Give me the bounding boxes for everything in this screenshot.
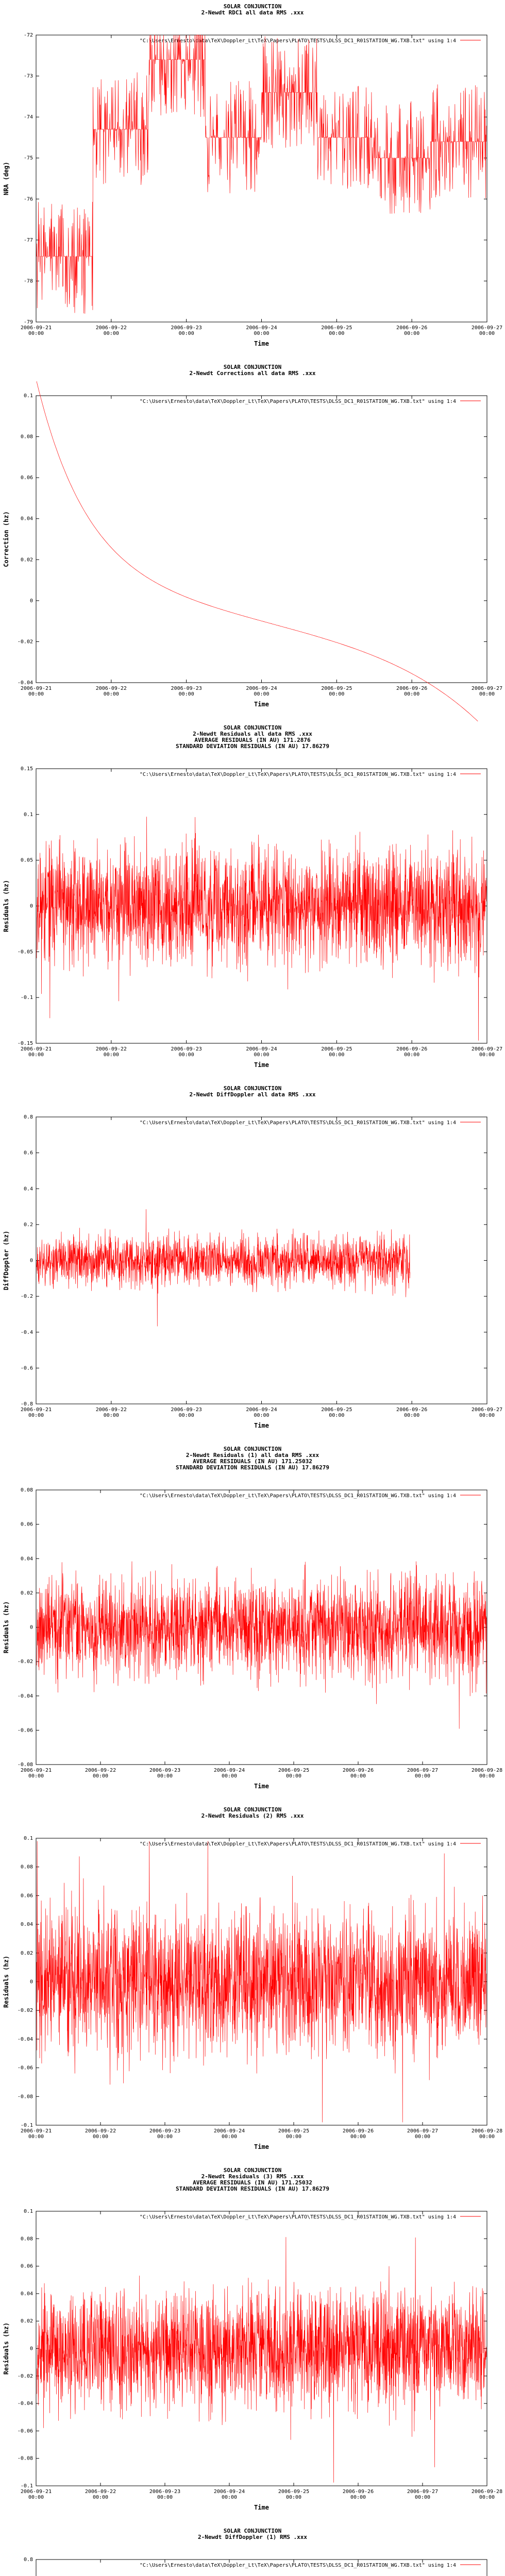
y-tick-label: -0.08 xyxy=(17,2455,33,2462)
y-tick-label: 0.08 xyxy=(20,1487,33,1493)
y-tick-label: -0.15 xyxy=(17,1041,33,1046)
y-tick-label: -0.02 xyxy=(17,2373,33,2379)
x-tick-label: 2006-09-23 00:00 xyxy=(171,1407,202,1418)
y-tick-label: 0.05 xyxy=(20,857,33,863)
y-tick-label: -0.02 xyxy=(17,2008,33,2014)
y-tick-label: -76 xyxy=(23,196,33,202)
y-tick-label: 0.04 xyxy=(20,2291,33,2297)
y-tick-label: 0.4 xyxy=(23,1186,33,1192)
x-axis-label: Time xyxy=(254,701,269,708)
y-tick-label: -0.1 xyxy=(20,995,33,1001)
x-tick-label: 2006-09-27 00:00 xyxy=(407,1768,439,1779)
y-tick-label: -0.6 xyxy=(20,1365,33,1371)
chart-panel-3 xyxy=(0,721,505,1082)
y-tick-label: 0.02 xyxy=(20,2318,33,2325)
x-axis-label: Time xyxy=(254,1783,269,1790)
y-tick-label: -0.08 xyxy=(17,1762,33,1768)
x-tick-label: 2006-09-24 00:00 xyxy=(213,2489,245,2500)
legend-entry: "C:\Users\Ernesto\data\TeX\Doppler_Lt\TeX\Papers\PLATO\TESTS\DLSS_DC1_R01STATION_WG.TXB.txt" using 1:4 xyxy=(139,2214,456,2220)
chart-title-line: SOLAR CONJUNCTION xyxy=(223,364,282,370)
x-tick-label: 2006-09-28 00:00 xyxy=(471,2128,503,2140)
y-tick-label: 0 xyxy=(29,2346,33,2352)
chart-title-line: 2-Newdt Residuals all data RMS .xxx xyxy=(193,731,312,737)
x-tick-label: 2006-09-24 00:00 xyxy=(246,1407,277,1418)
chart-title-line: 2-Newdt Residuals (3) RMS .xxx xyxy=(201,2173,304,2180)
chart-title-line: STANDARD DEVIATION RESIDUALS (IN AU) 17.86279 xyxy=(175,1464,330,1471)
x-tick-label: 2006-09-25 00:00 xyxy=(321,325,352,336)
x-axis-label: Time xyxy=(254,2504,269,2511)
y-tick-label: 0 xyxy=(29,1624,33,1631)
chart-title-line: SOLAR CONJUNCTION xyxy=(223,2167,282,2174)
chart-title-line: 2-Newdt Residuals (1) all data RMS .xxx xyxy=(186,1452,319,1459)
chart-panel-7 xyxy=(0,2164,505,2524)
y-tick-label: -73 xyxy=(23,73,33,79)
x-tick-label: 2006-09-26 00:00 xyxy=(396,1046,428,1058)
y-tick-label: -0.2 xyxy=(20,1294,33,1300)
chart-title-line: AVERAGE RESIDUALS (IN AU) 171.25032 xyxy=(193,2179,312,2186)
chart-title-line: AVERAGE RESIDUALS (IN AU) 171.25032 xyxy=(193,1458,312,1465)
x-axis-label: Time xyxy=(254,340,269,347)
x-tick-label: 2006-09-24 00:00 xyxy=(246,686,277,697)
y-tick-label: -0.04 xyxy=(17,1693,33,1699)
x-tick-label: 2006-09-21 00:00 xyxy=(20,2128,52,2140)
y-tick-label: 0 xyxy=(29,903,33,909)
x-axis-label: Time xyxy=(254,1061,269,1069)
chart-title-line: SOLAR CONJUNCTION xyxy=(223,1806,282,1813)
chart-title-line: 2-Newdt RDC1 all data RMS .xxx xyxy=(201,9,304,16)
y-tick-label: 0.02 xyxy=(20,557,33,563)
series-line xyxy=(37,35,486,314)
x-tick-label: 2006-09-27 00:00 xyxy=(471,1046,503,1058)
chart-title-line: 2-Newdt DiffDoppler all data RMS .xxx xyxy=(189,1091,316,1098)
y-tick-label: 0.06 xyxy=(20,2263,33,2269)
y-tick-label: 0.04 xyxy=(20,516,33,522)
y-tick-label: 0.02 xyxy=(20,1950,33,1956)
y-tick-label: 0.02 xyxy=(20,1590,33,1596)
y-axis-label: Residuals (hz) xyxy=(3,1601,10,1654)
legend-entry: "C:\Users\Ernesto\data\TeX\Doppler_Lt\TeX\Papers\PLATO\TESTS\DLSS_DC1_R01STATION_WG.TXB.txt" using 1:4 xyxy=(139,2563,456,2568)
y-axis-label: Correction (hz) xyxy=(3,511,10,567)
y-tick-label: -0.04 xyxy=(17,2036,33,2042)
y-tick-label: 0.8 xyxy=(23,2557,33,2563)
y-tick-label: -79 xyxy=(23,319,33,325)
series-line xyxy=(37,1209,410,1326)
y-axis-label: Residuals (hz) xyxy=(3,2322,10,2375)
x-tick-label: 2006-09-21 00:00 xyxy=(20,2489,52,2500)
y-tick-label: 0.8 xyxy=(23,1114,33,1120)
series-line xyxy=(37,1562,486,1729)
y-tick-label: 0 xyxy=(29,598,33,604)
x-tick-label: 2006-09-28 00:00 xyxy=(471,2489,503,2500)
x-tick-label: 2006-09-22 00:00 xyxy=(95,325,127,336)
y-axis-label: DiffDoppler (hz) xyxy=(3,1230,10,1291)
y-tick-label: 0.06 xyxy=(20,1521,33,1528)
chart-title-line: SOLAR CONJUNCTION xyxy=(223,2528,282,2534)
x-tick-label: 2006-09-25 00:00 xyxy=(278,1768,310,1779)
y-tick-label: 0.1 xyxy=(23,393,33,399)
y-tick-label: -0.02 xyxy=(17,639,33,645)
y-axis-label: NRA (deg) xyxy=(3,161,10,196)
y-tick-label: 0 xyxy=(29,1258,33,1264)
y-tick-label: -0.06 xyxy=(17,1727,33,1734)
x-tick-label: 2006-09-22 00:00 xyxy=(95,686,127,697)
x-tick-label: 2006-09-25 00:00 xyxy=(278,2489,310,2500)
y-tick-label: -0.1 xyxy=(20,2483,33,2489)
y-tick-label: 0.15 xyxy=(20,766,33,772)
x-tick-label: 2006-09-22 00:00 xyxy=(85,2489,116,2500)
chart-title-line: 2-Newdt Corrections all data RMS .xxx xyxy=(189,370,316,377)
x-tick-label: 2006-09-21 00:00 xyxy=(20,1407,52,1418)
series-line xyxy=(37,381,486,721)
chart-title-line: STANDARD DEVIATION RESIDUALS (IN AU) 17.86279 xyxy=(175,2185,330,2192)
y-tick-label: 0.1 xyxy=(23,811,33,818)
x-tick-label: 2006-09-24 00:00 xyxy=(246,1046,277,1058)
y-tick-label: -77 xyxy=(23,237,33,243)
y-tick-label: -78 xyxy=(23,278,33,284)
x-tick-label: 2006-09-26 00:00 xyxy=(342,1768,374,1779)
y-tick-label: 0.2 xyxy=(23,1222,33,1228)
y-tick-label: -75 xyxy=(23,155,33,161)
legend-entry: "C:\Users\Ernesto\data\TeX\Doppler_Lt\TeX\Papers\PLATO\TESTS\DLSS_DC1_R01STATION_WG.TXB.txt" using 1:4 xyxy=(139,1120,456,1126)
chart-title-line: SOLAR CONJUNCTION xyxy=(223,1085,282,1092)
chart-panel-2 xyxy=(0,361,505,721)
y-tick-label: -0.06 xyxy=(17,2428,33,2434)
x-tick-label: 2006-09-22 00:00 xyxy=(85,2128,116,2140)
x-tick-label: 2006-09-21 00:00 xyxy=(20,325,52,336)
x-tick-label: 2006-09-27 00:00 xyxy=(471,325,503,336)
legend-entry: "C:\Users\Ernesto\data\TeX\Doppler_Lt\TeX\Papers\PLATO\TESTS\DLSS_DC1_R01STATION_WG.TXB.txt" using 1:4 xyxy=(139,1841,456,1847)
y-tick-label: -0.06 xyxy=(17,2065,33,2071)
y-tick-label: -72 xyxy=(23,32,33,38)
series-line xyxy=(37,817,486,1041)
legend-entry: "C:\Users\Ernesto\data\TeX\Doppler_Lt\TeX\Papers\PLATO\TESTS\DLSS_DC1_R01STATION_WG.TXB.txt" using 1:4 xyxy=(139,772,456,777)
x-tick-label: 2006-09-28 00:00 xyxy=(471,1768,503,1779)
x-tick-label: 2006-09-26 00:00 xyxy=(396,1407,428,1418)
chart-title-line: SOLAR CONJUNCTION xyxy=(223,724,282,731)
x-axis-label: Time xyxy=(254,2143,269,2150)
y-tick-label: -0.08 xyxy=(17,2094,33,2100)
y-tick-label: 0.1 xyxy=(23,2209,33,2214)
chart-title-line: 2-Newdt DiffDoppler (1) RMS .xxx xyxy=(198,2534,307,2540)
x-tick-label: 2006-09-26 00:00 xyxy=(396,686,428,697)
y-tick-label: 0.6 xyxy=(23,1150,33,1156)
y-axis-label: Residuals (hz) xyxy=(3,879,10,933)
y-tick-label: -0.1 xyxy=(20,2123,33,2128)
chart-panel-5 xyxy=(0,1443,505,1803)
series-line xyxy=(37,2237,486,2483)
y-tick-label: 0.04 xyxy=(20,1556,33,1562)
x-tick-label: 2006-09-26 00:00 xyxy=(396,325,428,336)
chart-title-line: STANDARD DEVIATION RESIDUALS (IN AU) 17.86279 xyxy=(175,743,330,750)
chart-title-line: AVERAGE RESIDUALS (IN AU) 171.2876 xyxy=(194,737,311,743)
y-tick-label: -0.4 xyxy=(20,1329,33,1335)
x-tick-label: 2006-09-23 00:00 xyxy=(149,1768,181,1779)
y-tick-label: -0.04 xyxy=(17,2401,33,2407)
y-tick-label: -0.8 xyxy=(20,1401,33,1407)
y-tick-label: -0.02 xyxy=(17,1659,33,1665)
x-tick-label: 2006-09-27 00:00 xyxy=(407,2489,439,2500)
x-tick-label: 2006-09-27 00:00 xyxy=(471,1407,503,1418)
y-tick-label: 0.08 xyxy=(20,434,33,440)
x-tick-label: 2006-09-24 00:00 xyxy=(213,1768,245,1779)
x-tick-label: 2006-09-26 00:00 xyxy=(342,2489,374,2500)
x-tick-label: 2006-09-23 00:00 xyxy=(149,2489,181,2500)
chart-title-line: 2-Newdt Residuals (2) RMS .xxx xyxy=(201,1812,304,1819)
x-tick-label: 2006-09-23 00:00 xyxy=(171,1046,202,1058)
x-axis-label: Time xyxy=(254,1422,269,1429)
x-tick-label: 2006-09-24 00:00 xyxy=(213,2128,245,2140)
x-tick-label: 2006-09-25 00:00 xyxy=(278,2128,310,2140)
legend-entry: "C:\Users\Ernesto\data\TeX\Doppler_Lt\TeX\Papers\PLATO\TESTS\DLSS_DC1_R01STATION_WG.TXB.txt" using 1:4 xyxy=(139,399,456,404)
x-tick-label: 2006-09-26 00:00 xyxy=(342,2128,374,2140)
legend-entry: "C:\Users\Ernesto\data\TeX\Doppler_Lt\TeX\Papers\PLATO\TESTS\DLSS_DC1_R01STATION_WG.TXB.txt" using 1:4 xyxy=(139,1493,456,1499)
y-tick-label: 0.08 xyxy=(20,1864,33,1870)
x-tick-label: 2006-09-24 00:00 xyxy=(246,325,277,336)
chart-panel-6 xyxy=(0,1803,505,2164)
y-tick-label: 0.08 xyxy=(20,2236,33,2242)
chart-panel-1 xyxy=(0,0,505,361)
x-tick-label: 2006-09-23 00:00 xyxy=(171,686,202,697)
chart-title-line: SOLAR CONJUNCTION xyxy=(223,3,282,10)
x-tick-label: 2006-09-23 00:00 xyxy=(149,2128,181,2140)
x-tick-label: 2006-09-25 00:00 xyxy=(321,1407,352,1418)
series-line xyxy=(37,1841,486,2123)
y-tick-label: 0.1 xyxy=(23,1836,33,1841)
chart-title-line: SOLAR CONJUNCTION xyxy=(223,1446,282,1452)
y-tick-label: 0.04 xyxy=(20,1922,33,1928)
y-tick-label: -0.05 xyxy=(17,949,33,955)
x-tick-label: 2006-09-21 00:00 xyxy=(20,1046,52,1058)
chart-panel-4 xyxy=(0,1082,505,1443)
chart-panel-8 xyxy=(0,2524,505,2576)
x-tick-label: 2006-09-23 00:00 xyxy=(171,325,202,336)
y-axis-label: Residuals (hz) xyxy=(3,1955,10,2008)
y-tick-label: 0 xyxy=(29,1979,33,1985)
y-tick-label: -74 xyxy=(23,114,33,121)
x-tick-label: 2006-09-22 00:00 xyxy=(95,1407,127,1418)
y-tick-label: 0.06 xyxy=(20,1893,33,1899)
legend-entry: "C:\Users\Ernesto\data\TeX\Doppler_Lt\TeX\Papers\PLATO\TESTS\DLSS_DC1_R01STATION_WG.TXB.txt" using 1:4 xyxy=(139,38,456,44)
x-tick-label: 2006-09-21 00:00 xyxy=(20,1768,52,1779)
x-tick-label: 2006-09-27 00:00 xyxy=(407,2128,439,2140)
x-tick-label: 2006-09-21 00:00 xyxy=(20,686,52,697)
x-tick-label: 2006-09-27 00:00 xyxy=(471,686,503,697)
x-tick-label: 2006-09-25 00:00 xyxy=(321,1046,352,1058)
x-tick-label: 2006-09-22 00:00 xyxy=(95,1046,127,1058)
y-tick-label: -0.04 xyxy=(17,680,33,686)
y-tick-label: 0.06 xyxy=(20,475,33,481)
x-tick-label: 2006-09-25 00:00 xyxy=(321,686,352,697)
x-tick-label: 2006-09-22 00:00 xyxy=(85,1768,116,1779)
